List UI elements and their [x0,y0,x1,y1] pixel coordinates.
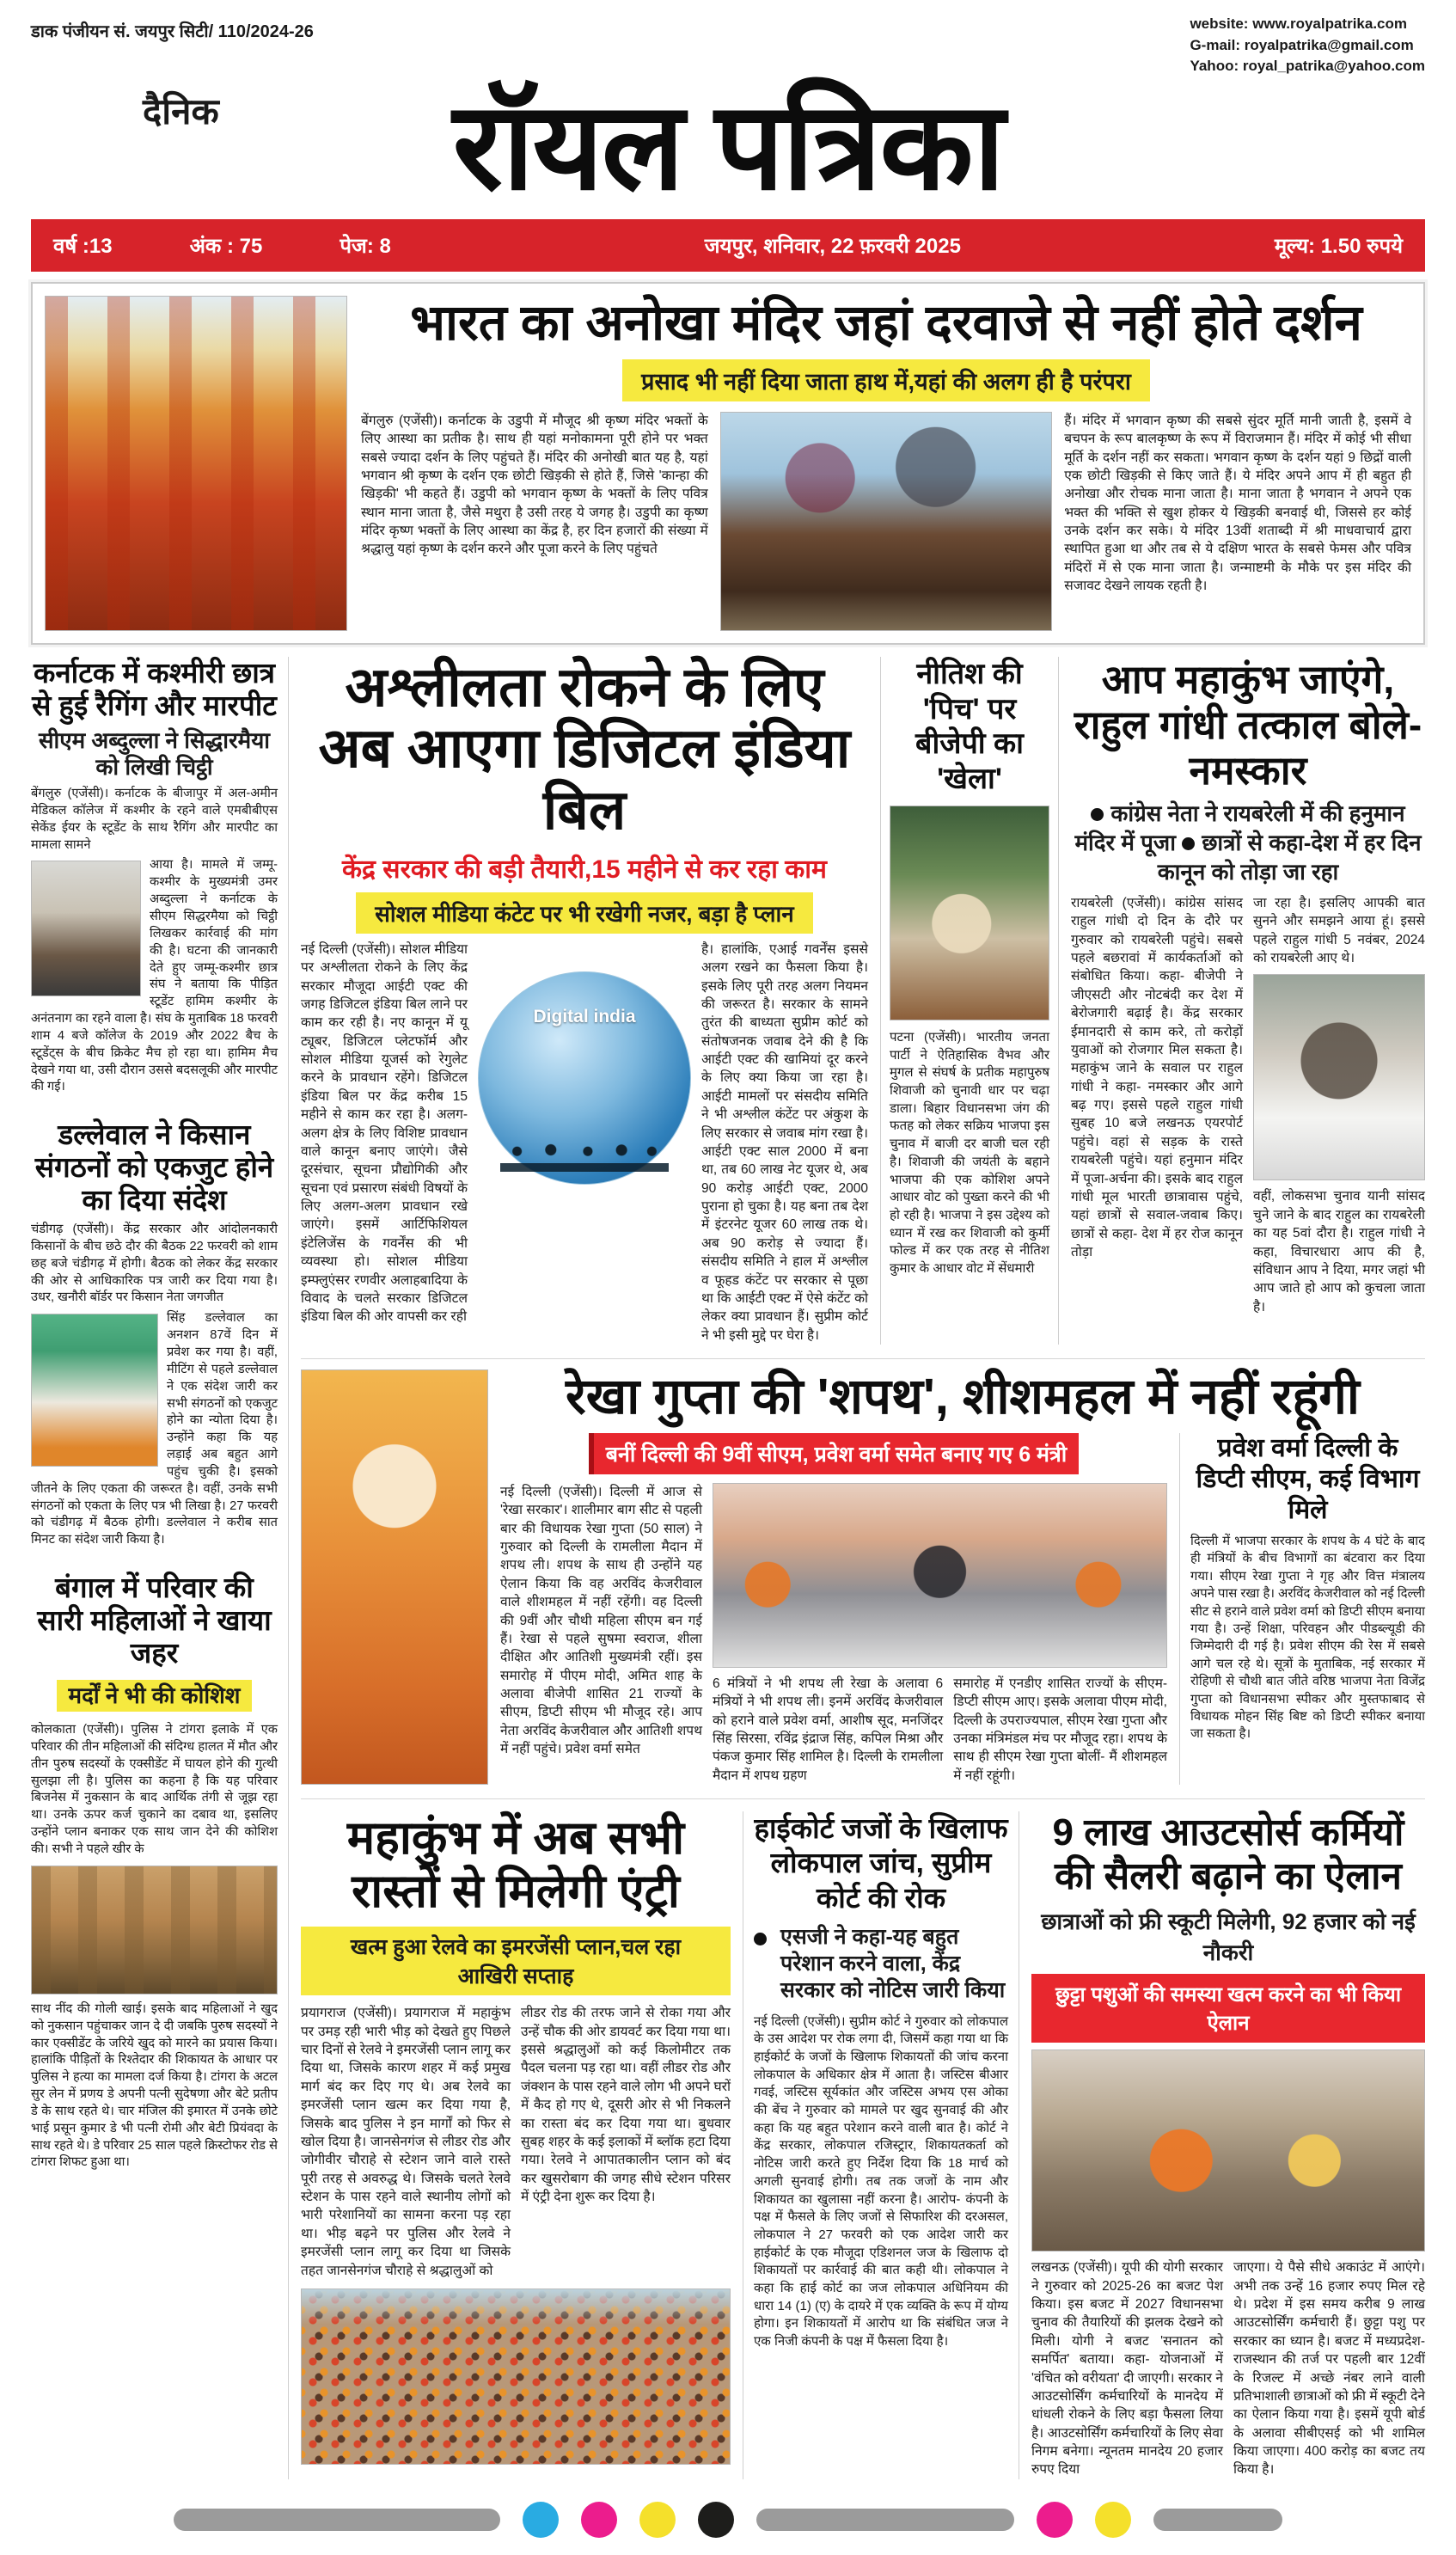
story-body-col2: 6 मंत्रियों ने भी शपथ ली रेखा के अलावा 6 मंत्रियों ने भी शपथ ली। इनमें अरविंद केजरीवाल को हराने वाले प्रवेश वर्मा, आशीष सूद, मनजिंदर सिंह सिरसा, रविंद्र इंद्राज सिंह, कपिल मिश्रा और पंकज कुमार सिंह शामिल है। दिल्ली के रामलीला मैदान में शपथ ग्रहण [713,1676,944,1783]
yahoo-line: Yahoo: royal_patrika@yahoo.com [1190,58,1425,75]
bullet-2: छात्रों से कहा-देश में हर दिन कानून को तोड़ा जा रहा [1157,830,1422,885]
story-subhead: मर्दों ने भी की कोशिश [57,1680,253,1712]
story-subhead: छात्राओं को फ्री स्कूटी मिलेगी, 92 हजार को नई नौकरी [1041,1909,1416,1966]
story-body: चंडीगढ़ (एजेंसी)। केंद्र सरकार और आंदोलनकारी किसानों के बीच छठे दौर की बैठक 22 फरवरी को शाम छह बजे चंडीगढ़ में होगी। बैठक को लेकर केंद्र सरकार की ओर से आधिकारिक पत्र जारी कर दिया गया है। उधर, खनौरी बॉर्डर पर किसान नेता जगजीत [31,1222,278,1305]
story-headline: रेखा गुप्ता की 'शपथ', शीशमहल में नहीं रहूंगी [566,1369,1360,1425]
lead-body-col1: बेंगलुरु (एजेंसी)। कर्नाटक के उडुपी में मौजूद श्री कृष्ण मंदिर भक्तों के लिए आस्था का प्रतीक है। साथ ही यहां मनोकामना पूरी होने पर भक्त सबसे ज्यादा दर्शन के लिए पहुंचते हैं। मंदिर की अनोखी बात यह है, यहां भगवान श्री कृष्ण के दर्शन एक छोटी खिड़की से होते हैं, जिसे 'कान्हा की खिड़की' भी कहते हैं। उडुपी को भगवान कृष्ण के भक्तों के लिए पवित्र स्थान माना जाता है, जैसे मथुरा है उसी तरह ये जगह है। उडुपी का कृष्ण मंदिर कृष्ण भक्तों के लिए आस्था का केंद्र है, हर दिन हजारों की संख्या में श्रद्धालु यहां कृष्ण के दर्शन करने और पूजा करने के लिए पहुंचते [361,413,708,557]
edition-issue: अंक : 75 [189,235,263,259]
temple-photo [45,296,347,631]
silhouette-people-graphic [500,1143,670,1172]
magenta-dot-icon [581,2502,617,2538]
story-body-col2a: जा रहा है। इसलिए आपकी बात सुनने और समझने आया हूं। इससे पहले राहुल गांधी 5 नवंबर, 2024 को रायबरेली आए थे। [1253,895,1425,965]
story-body-col1: रायबरेली (एजेंसी)। कांग्रेस सांसद राहुल गांधी दो दिन के दौरे पर गुरुवार को रायबरेली पहुंचे। सबसे पहले बछरावां में कार्यकर्ताओं को संबोधित किया। कहा- बीजेपी ने जीएसटी और नोटबंदी कर देश में बेरोजगारी बढ़ाई है। केंद्र सरकार ईमानदारी से काम करे, तो करोड़ों युवाओं को रोजगार मिल सकता है। महाकुंभ जाने के सवाल पर राहुल गांधी ने कहा- नमस्कार और आगे बढ़ गए। इससे पहले राहुल गांधी सुबह 10 बजे लखनऊ एयरपोर्ट पहुंचे। वहां से सड़क के रास्ते रायबरेली पहुंचे। यहां हनुमान मंदिर में पूजा-अर्चना की। इसके बाद राहुल गांधी मूल भारती छात्रावास पहुंचे, यहां छात्रों से सवाल-जवाब किए। छात्रों से कहा- देश में हर रोज कानून तोड़ा [1071,895,1243,1259]
story-body-col1: प्रयागराज (एजेंसी)। प्रयागराज में महाकुंभ पर उमड़ रही भारी भीड़ को देखते हुए पिछले चार दिनों से रेलवे ने इमरजेंसी प्लान लागू कर दिया था, जिसके कारण शहर में कई प्रमुख मार्ग बंद कर दिए गए थे। अब रेलवे का इमरजेंसी प्लान खत्म कर दिया गया है, जिसके बाद पुलिस ने इन मार्गों को फिर से खोल दिया है। जानसेनगंज से लीडर रोड और जोगीवीर चौराहे से स्टेशन जाने वाले रास्ते पूरी तरह से अवरुद्ध थे। जिसके चलते रेलवे स्टेशन के पास रहने वाले स्थानीय लोगों को भारी परेशानियों का सामना करना पड़ रहा था। भीड़ बढ़ने पर पुलिस और रेलवे ने इमरजेंसी प्लान लागू कर दिया था जिसके तहत जानसेनगंज चौराहे से श्रद्धालुओं को [301,2006,511,2278]
story-body-col1: लखनऊ (एजेंसी)। यूपी की योगी सरकार ने गुरुवार को 2025-26 का बजट पेश किया। इस बजट में 2027 विधानसभा चुनाव की तैयारियों की झलक देखने को मिली। योगी ने बजट 'सनातन को समर्पित' बताया। कहा- योजनाओं में 'वंचित को वरीयता' दी जाएगी। सरकार ने आउटसोर्सिंग कर्मचारियों के मानदेय में धांधली रोकने के लिए बड़ा फैसला लिया है। आउटसोर्सिंग कर्मचारियों के लिए सेवा निगम बनेगा। न्यूनतम मानदेय 20 हजार रुपए दिया [1031,2260,1223,2478]
story-red-strip: छुट्टा पशुओं की समस्या खत्म करने का भी किया ऐलान [1031,1974,1425,2043]
story-body-col2b: वहीं, लोकसभा चुनाव यानी सांसद चुने जाने के बाद राहुल का रायबरेली का यह 5वां दौरा है। राहुल गांधी ने कहा, विचारधारा आप की है, संविधान आप ने दिया, मगर जहां भी आप जाते हो आप को कुचला जाता है। [1253,1189,1425,1314]
website-line: website: www.royalpatrika.com [1190,15,1408,32]
gmail-line: G-mail: royalpatrika@gmail.com [1190,36,1414,53]
rahul-photo [1253,974,1425,1180]
story-karnataka-ragging [31,657,278,1096]
story-body-col1: नई दिल्ली (एजेंसी)। सोशल मीडिया पर अश्लीलता रोकने के लिए केंद्र सरकार मौजूदा आईटी एक्ट की जगह डिजिटल इंडिया बिल लाने पर काम कर रही है। नए कानून में यू ट्यूबर, डिजिटल प्लेटफॉर्म और सोशल मीडिया यूजर्स को रेगुलेट करने के प्रावधान रहेंगे। डिजिटल इंडिया बिल पर केंद्र करीब 15 महीने से काम कर रहा है। अलग-अलग क्षेत्र के लिए विशिष्ट प्रावधान वाले कानून बनाए जाएंगे। जैसे दूरसंचार, सूचना प्रौद्योगिकी और सूचना एवं प्रसारण संबंधी विषयों के लिए अलग-अलग प्रावधान रखे जाएंगे। इसमें आर्टिफिशियल इंटेलिजेंस के गवर्नेंस की भी व्यवस्था हो। सोशल मीडिया इम्फ्लुएंसर रणवीर अलाहबादिया के विवाद के चलते सरकार डिजिटल इंडिया बिल की ओर वापसी कर रही [301,941,468,1325]
contact-block [1190,14,1425,77]
story-headline: हाईकोर्ट जजों के खिलाफ लोकपाल जांच, सुप्रीम कोर्ट की रोक [754,1812,1008,1914]
story-headline: महाकुंभ में अब सभी रास्तों से मिलेगी एंट्री [346,1812,685,1918]
crowd-photo [301,2288,731,2465]
story-up-budget [1031,1811,1425,2479]
lead-kicker: प्रसाद भी नहीं दिया जाता हाथ में,यहां की अलग ही है परंपरा [622,359,1150,401]
daily-label: दैनिक [143,90,219,132]
story-body-col2: लीडर रोड की तरफ जाने से रोका गया और उन्हें चौक की ओर डायवर्ट कर दिया गया था। इससे श्रद्धालुओं को कई किलोमीटर तक पैदल चलना पड़ रहा था। वहीं लीडर रोड और जंक्शन के पास रहने वाले लोग भी अपने घरों में कैद हो गए थे, दूसरी ओर से भी निकलने का रास्ता बंद कर दिया गया था। बुधवार सुबह शहर के कई इलाकों में ब्लॉक हटा दिया गया। रेलवे ने आपातकालीन प्लान को बंद कर खुसरोबाग की जगह सीधे स्टेशन परिसर में एंट्री देना शुरू कर दिया है। [521,2006,731,2205]
story-yellow-strip: सोशल मीडिया कंटेट पर भी रखेगी नजर, बड़ा है प्लान [356,892,812,934]
story-subhead: सीएम अब्दुल्ला ने सिद्धारमैया को लिखी चिट्ठी [38,726,271,780]
postal-registration: डाक पंजीयन सं. जयपुर सिटी/ 110/2024-26 [31,22,314,41]
oath-ceremony-photo [713,1483,1167,1668]
story-red-subhead: केंद्र सरकार की बड़ी तैयारी,15 महीने से कर रहा काम [342,855,827,884]
bullet-1: कांग्रेस नेता ने रायबरेली में की हनुमान मंदिर में पूजा [1074,800,1405,856]
nitish-photo [890,806,1049,1020]
story-headline: बंगाल में परिवार की सारी महिलाओं ने खाया जहर [37,1572,272,1669]
edition-price: मूल्य: 1.50 रुपये [1274,235,1403,259]
story-lokpal-probe [743,1811,1019,2479]
story-rekha-gupta [301,1358,1425,1785]
story-digital-india-bill [301,657,868,1345]
story-bullet: एसजी ने कहा-यह बहुत परेशान करने वाला, केंद्र सरकार को नोटिस जारी किया [780,1924,1006,2003]
story-headline: नीतिश की 'पिच' पर बीजेपी का 'खेला' [915,657,1024,796]
story-body: दिल्ली में भाजपा सरकार के शपथ के 4 घंटे के बाद ही मंत्रियों के बीच विभागों का बंटवारा कर दिया गया। सीएम रेखा गुप्ता ने गृह और वित्त मंत्रालय अपने पास रखा है। अरविंद केजरीवाल को नई दिल्ली सीट से हराने वाले प्रवेश वर्मा को डिप्टी सीएम बनाया गया है। उन्हें शिक्षा, परिवहन और पीडब्ल्यूडी की जिम्मेदारी दी गई है। प्रवेश सीएम की रेस में सबसे आगे चल रहे थे। सूत्रों के मुताबिक, नई सरकार में रोहिणी से चौथी बात जीते वरिष्ठ भाजपा नेता विजेंद्र गुप्ता को विधानसभा स्पीकर और मुस्तफाबाद से विधायक मोहन सिंह बिष्ट को डिप्टी स्पीकर बनाया जा सकता है। [1190,1534,1425,1742]
story-headline: कर्नाटक में कश्मीरी छात्र से हुई रैगिंग और मारपीट [32,656,277,721]
story-mahakumbh-entry [301,1811,731,2479]
story-nitish-bjp [880,657,1059,1345]
chariot-photo [720,412,1053,631]
story-body-continued: सिंह डल्लेवाल का अनशन 87वें दिन में प्रवेश कर गया है। वहीं, मीटिंग से पहले डल्लेवाल ने एक संदेश जारी कर सभी संगठनों को एकजुट होने का न्योता दिया है। उन्होंने कहा कि यह लड़ाई अब बहुत आगे पहुंच चुकी है। इसको जीतने के लिए एकता की जरूरत है। वहीं, उनके सभी संगठनों को एकता के लिए पत्र भी लिखा है। 27 फरवरी को चंडीगढ़ में बैठक होगी। डल्लेवाल ने करीब सात मिनट का संदेश जारी किया है। [31,1311,278,1547]
police-photo [31,1866,278,1994]
story-body-continued: आया है। मामले में जम्मू-कश्मीर के मुख्यमंत्री उमर अब्दुल्ला ने कर्नाटक के सीएम सिद्धरमैया को चिट्ठी लिखकर कार्रवाई की मांग की है। घटना की जानकारी देते हुए जम्मू-कश्मीर छात्र संघ ने बताया कि पीड़ित स्टूडेंट हामिम कश्मीर के अनंतनाग का रहने वाला है। संघ के मुताबिक 18 फरवरी शाम 4 बजे कॉलेज के 2019 और 2022 बैच के स्टूडेंट्स के बीच क्रिकेट मैच हो रहा था। हामिम मैच देखने गया था, उसी दौरान उससे बदसलूकी और मारपीट की गई। [31,858,278,1094]
story-parvesh-verma [1179,1433,1425,1785]
masthead [31,77,1425,214]
story-body: पटना (एजेंसी)। भारतीय जनता पार्टी ने ऐतिहासिक वैभव और मुगल से संघर्ष के प्रतीक महापुरुष शिवाजी को चुनावी धार पर चढ़ा डाला। बिहार विधानसभा जंग की फतह को लेकर सक्रिय भाजपा इस चुनाव में बाजी दर बाजी चल रही है। शिवाजी की जयंती के बहाने भाजपा की एक कोशिश अपने आधार वोट को पुख्ता करने की भी हो रही है। भाजपा ने इस उद्देश्य को ध्यान में रख कर शिवाजी को कुर्मी फोल्ड में कर एक तरह से नीतिश कुमार के आधार वोट में सेंधमारी [890,1030,1049,1276]
yogi-photo [1031,2050,1425,2252]
story-headline: 9 लाख आउटसोर्स कर्मियों की सैलरी बढ़ाने का ऐलान [1052,1811,1404,1897]
globe-label: Digital india [533,1006,636,1026]
story-body: नई दिल्ली (एजेंसी)। सुप्रीम कोर्ट ने गुरुवार को लोकपाल के उस आदेश पर रोक लगा दी, जिसमें कहा गया था कि हाईकोर्ट के जजों के खिलाफ शिकायतों की जांच करना लोकपाल के अधिकार क्षेत्र में आता है। जस्टिस बीआर गवई, जस्टिस सूर्यकांत और जस्टिस अभय एस ओका की बेंच ने गुरुवार को मामले पर खुद सुनवाई की और कहा कि यह बहुत परेशान करने वाली बात है। कोर्ट ने केंद्र सरकार, लोकपाल रजिस्ट्रार, शिकायतकर्ता को नोटिस जारी करते हुए निर्देश दिया कि 18 मार्च को अगली सुनवाई होगी। तब तक जजों के नाम और शिकायत का खुलासा नहीं करना है। आरोप- कंपनी के पक्ष में फैसले के लिए जजों से सिफारिश की दरअसल, लोकपाल ने 27 फरवरी को एक आदेश जारी कर हाईकोर्ट के एक मौजूदा एडिशनल जज के खिलाफ दो शिकायतों पर कार्रवाई की बात कही थी। लोकपाल ने कहा कि हाई कोर्ट का जज लोकपाल अधिनियम की धारा 14 (1) (ए) के दायरे में एक व्यक्ति के रूप में योग्य होगा। इन शिकायतों में आरोप था कि संबंधित जज ने एक निजी कंपनी के पक्ष में फैसला दिया है। [754,2013,1008,2349]
story-body-col1: नई दिल्ली (एजेंसी)। दिल्ली में आज से 'रेखा सरकार'। शालीमार बाग सीट से पहली बार की विधायक रेखा गुप्ता (50 साल) ने गुरुवार को दिल्ली के रामलीला मैदान में शपथ ली। शपथ के साथ ही उन्होंने यह ऐलान किया कि वह अरविंद केजरीवाल वाले शीशमहल में नहीं रहेंगी। वह दिल्ली की 9वीं और चौथी महिला सीएम बन गई हैं। रेखा से पहले सुषमा स्वराज, शीला दीक्षित और आतिशी मुख्यमंत्री रहीं। इस समारोह में पीएम मोदी, अमित शाह के अलावा बीजेपी शासित 21 राज्यों के सीएम, डिप्टी सीएम भी मौजूद रहे। आप नेता अरविंद केजरीवाल और आतिशी शपथ में नहीं पहुंचे। प्रवेश वर्मा समेत [500,1484,702,1757]
story-headline: डल्लेवाल ने किसान संगठनों को एकजुट होने का दिया संदेश [34,1118,274,1216]
story-yellow-strip: खत्म हुआ रेलवे का इमरजेंसी प्लान,चल रहा आखिरी सप्ताह [301,1927,731,1995]
story-bengal-family [31,1572,278,2172]
edition-date: जयपुर, शनिवार, 22 फ़रवरी 2025 [704,235,961,259]
story-headline: प्रवेश वर्मा दिल्ली के डिप्टी सीएम, कई विभाग मिले [1196,1433,1420,1524]
bullet-icon [1091,808,1104,821]
story-body-col3: समारोह में एनडीए शासित राज्यों के सीएम-डिप्टी सीएम आए। इसके अलावा पीएम मोदी, दिल्ली के उपराज्यपाल, सीएम रेखा गुप्ता और उनका मंत्रिमंडल मंच पर मौजूद रहा। शपथ के साथ ही सीएम रेखा गुप्ता बोलीं- मैं शीशमहल में नहीं रहूंगी। [953,1676,1167,1783]
print-mark-bar [756,2509,1014,2531]
paper-title: रॉयल पत्रिका [452,77,1004,215]
edition-pages: पेज: 8 [340,235,391,259]
print-mark-bar [1153,2509,1282,2531]
student-photo [31,861,141,996]
edition-info-bar [31,219,1425,272]
dallewal-photo [31,1314,158,1467]
story-body-col2: जाएगा। ये पैसे सीधे अकाउंट में आएंगे। अभी तक उन्हें 16 हजार रुपए मिल रहे थे। प्रदेश में इस समय करीब 9 लाख आउटसोर्सिंग कर्मचारी हैं। छुट्टा पशु पर सरकार का ध्यान है। बजट में मध्यप्रदेश-राजस्थान की तर्ज पर पहली बार 12वीं के रिजल्ट में अच्छे नंबर लाने वाली प्रतिभाशाली छात्राओं को फ्री में स्कूटी देने का ऐलान किया गया है। इसमें यूपी बोर्ड के अलावा सीबीएसई को भी शामिल किया जाएगा। 400 करोड़ का बजट तय किया है। [1233,2260,1425,2478]
edition-year: वर्ष :13 [53,235,113,259]
rekha-gupta-photo [301,1369,488,1785]
story-body: बेंगलुरु (एजेंसी)। कर्नाटक के बीजापुर में अल-अमीन मेडिकल कॉलेज में कश्मीर के रहने वाले एमबीबीएस सेकेंड ईयर के स्टूडेंट के साथ रैगिंग और मारपीट का मामला सामने [31,787,278,852]
bullet-icon [754,1933,767,1945]
lead-headline: भारत का अनोखा मंदिर जहां दरवाजे से नहीं होते दर्शन [410,295,1362,352]
story-body-col2: है। हालांकि, एआई गवर्नेंस इससे अलग रखने का फैसला किया है। इसके लिए पूरी तरह अलग नियमन की जरूरत है। सरकार के सामने तुरंत की बाध्यता सुप्रीम कोर्ट को संतोषजनक जवाब देने की है कि आईटी एक्ट की खामियां दूर करने के लिए क्या किया जा रहा है। आईटी मामलों पर संसदीय समिति ने भी अश्लील कंटेंट पर अंकुश के लिए सरकार से जवाब मांग रखा है। आईटी एक्ट साल 2000 में बना था, तब 60 लाख नेट यूजर थे, अब 90 करोड़ आईटी एक्ट, 2000 पुराना हो चुका है। यह बना तब देश में इंटरनेट यूजर 60 लाख तक थे। अब 90 करोड़ से ज्यादा हैं। संसदीय समिति ने हाल में अश्लील व फूहड कंटेंट पर सरकार से पूछा था कि आईटी एक्ट में ऐसे कंटेंट को लेकर क्या प्रावधान हैं। सुप्रीम कोर्ट ने भी इसी मुद्दे पर घेरा है। [701,941,868,1343]
black-dot-icon [698,2502,734,2538]
digital-india-globe-photo [478,971,691,1185]
yellow-dot-icon [1095,2502,1131,2538]
story-red-strip: बनीं दिल्ली की 9वीं सीएम, प्रवेश वर्मा समेत बनाए गए 6 मंत्री [589,1433,1080,1474]
story-headline: अश्लीलता रोकने के लिए अब आएगा डिजिटल इंडिया बिल [318,655,851,842]
cyan-dot-icon [523,2502,559,2538]
story-headline: आप महाकुंभ जाएंगे, राहुल गांधी तत्काल बोले-नमस्कार [1074,656,1422,793]
story-rahul-gandhi [1071,657,1425,1345]
story-bullets [1071,800,1425,886]
story-dallewal [31,1118,278,1549]
bullet-icon [1182,837,1195,850]
press-color-marks [31,2502,1425,2538]
story-body: कोलकाता (एजेंसी)। पुलिस ने टांगरा इलाके में एक परिवार की तीन महिलाओं की संदिग्ध हालत में मौत और तीन पुरुष सदस्यों के एक्सीडेंट में घायल होने की गुत्थी सुलझा ली है। पुलिस का कहना है कि यह परिवार बिजनेस में नुकसान के बाद आर्थिक तंगी से जूझ रहा था। उनके ऊपर कर्ज चुकाने का दबाव था, इसलिए उन्होंने प्लान बनाकर एक साथ जान देने की कोशिश की। सभी ने पहले खीर के [31,1723,278,1856]
top-bar [31,14,1425,77]
yellow-dot-icon [639,2502,676,2538]
story-body-continued: साथ नींद की गोली खाई। इसके बाद महिलाओं ने खुद को नुकसान पहुंचाकर जान दे दी जबकि पुरुष सदस्यों ने कार एक्सीडेंट के जरिये खुद को मारने का प्रयास किया। हालांकि पीड़ितों के रिश्तेदार की शिकायत के आधार पर पुलिस ने हत्या का मामला दर्ज किया है। टांगरा के अटल सुर लेन में प्रणय डे अपनी पत्नी सुदेषणा और बेटे प्रतीप डे के साथ रहते थे। चार मंजिल की इमारत में उनके छोटे भाई प्रसून कुमार डे भी पत्नी रोमी और बेटी प्रियंवदा के साथ रहते थे। डे परिवार 25 साल पहले क्रिस्टोफर रोड से टांगरा शिफट हुआ था। [31,2001,278,2170]
magenta-dot-icon [1037,2502,1073,2538]
lead-story [31,282,1425,645]
lead-body-col2: हैं। मंदिर में भगवान कृष्ण की सबसे सुंदर मूर्ति मानी जाती है, इसमें वे बचपन के रूप बालकृष्ण के रूप में विराजमान हैं। मंदिर में कोई भी सीधा मूर्ति के दर्शन नहीं कर सकता। भगवान कृष्ण के दर्शन यहां 9 छिद्रों वाली एक छोटी खिड़की से किए जाते हैं। ये मंदिर अपने आप में ही बहुत ही अनोखा और रोचक माना जाता है। माना जाता है भगवान ने अपने एक भक्त की भक्ति से खुश होकर ये खिड़की बनवाई थी, जिससे हर कोई उनके दर्शन कर सके। ये मंदिर 13वीं शताब्दी में श्री माधवाचार्य द्वारा स्थापित हुआ था और तब से ये दक्षिण भारत के सबसे फेमस और पवित्र मंदिरों में से एक माना जाता है। जन्माष्टमी के मौके पर इस मंदिर की सजावट देखने लायक रहती है। [1064,413,1411,594]
print-mark-bar [174,2509,500,2531]
left-column [31,657,289,2479]
